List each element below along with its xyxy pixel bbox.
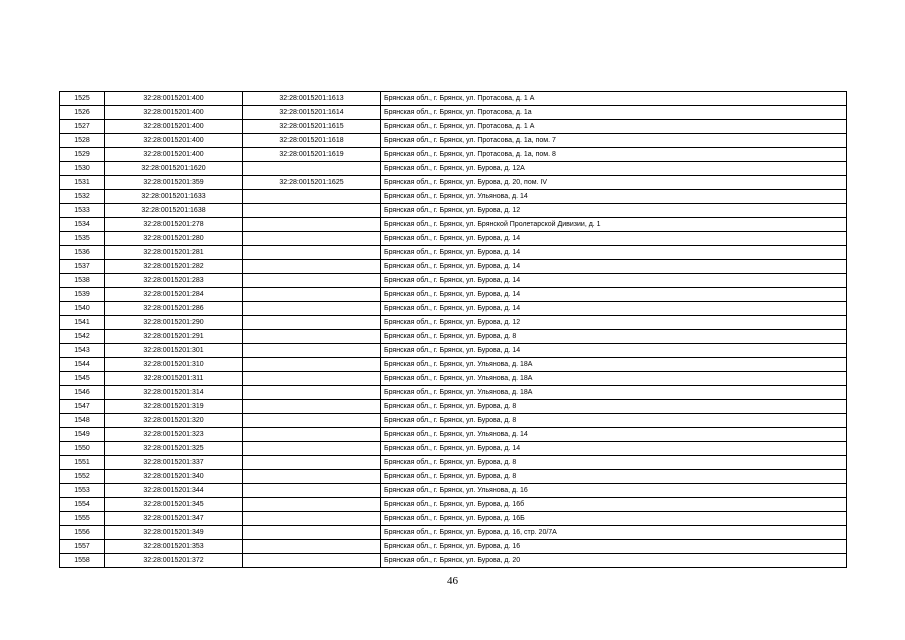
table-row	[60, 512, 847, 526]
row-number-cell: 1535	[60, 232, 105, 246]
table-row	[60, 120, 847, 134]
cadastral-number-cell	[243, 372, 381, 386]
address-cell: Брянская обл., г. Брянск, ул. Бурова, д. 14	[381, 274, 847, 288]
parent-cadastral-number-cell: 32:28:0015201:349	[105, 526, 243, 540]
row-number-cell: 1539	[60, 288, 105, 302]
cadastral-number-cell	[243, 470, 381, 484]
address-cell: Брянская обл., г. Брянск, ул. Бурова, д. 16б	[381, 498, 847, 512]
cadastral-number-cell	[243, 260, 381, 274]
row-number-cell: 1538	[60, 274, 105, 288]
row-number-cell: 1551	[60, 456, 105, 470]
cadastral-number-cell	[243, 400, 381, 414]
address-cell: Брянская обл., г. Брянск, ул. Бурова, д. 14	[381, 260, 847, 274]
table-row	[60, 218, 847, 232]
table-row	[60, 526, 847, 540]
row-number-cell: 1540	[60, 302, 105, 316]
parent-cadastral-number-cell: 32:28:0015201:400	[105, 134, 243, 148]
table-row	[60, 176, 847, 190]
parent-cadastral-number-cell: 32:28:0015201:319	[105, 400, 243, 414]
row-number-cell: 1533	[60, 204, 105, 218]
table-row	[60, 274, 847, 288]
address-cell: Брянская обл., г. Брянск, ул. Бурова, д. 14	[381, 232, 847, 246]
row-number-cell: 1553	[60, 484, 105, 498]
cadastral-number-cell	[243, 540, 381, 554]
row-number-cell: 1558	[60, 554, 105, 568]
parent-cadastral-number-cell: 32:28:0015201:337	[105, 456, 243, 470]
row-number-cell: 1530	[60, 162, 105, 176]
address-cell: Брянская обл., г. Брянск, ул. Брянской Пролетарской Дивизии, д. 1	[381, 218, 847, 232]
parent-cadastral-number-cell: 32:28:0015201:282	[105, 260, 243, 274]
address-cell: Брянская обл., г. Брянск, ул. Бурова, д. 8	[381, 470, 847, 484]
row-number-cell: 1536	[60, 246, 105, 260]
cadastral-number-cell	[243, 274, 381, 288]
table-row	[60, 204, 847, 218]
parent-cadastral-number-cell: 32:28:0015201:286	[105, 302, 243, 316]
address-cell: Брянская обл., г. Брянск, ул. Бурова, д. 16Б	[381, 512, 847, 526]
cadastral-number-cell: 32:28:0015201:1618	[243, 134, 381, 148]
row-number-cell: 1531	[60, 176, 105, 190]
address-cell: Брянская обл., г. Брянск, ул. Ульянова, д. 16	[381, 484, 847, 498]
parent-cadastral-number-cell: 32:28:0015201:325	[105, 442, 243, 456]
row-number-cell: 1557	[60, 540, 105, 554]
table-row	[60, 540, 847, 554]
parent-cadastral-number-cell: 32:28:0015201:400	[105, 92, 243, 106]
parent-cadastral-number-cell: 32:28:0015201:284	[105, 288, 243, 302]
row-number-cell: 1541	[60, 316, 105, 330]
parent-cadastral-number-cell: 32:28:0015201:353	[105, 540, 243, 554]
cadastral-number-cell	[243, 428, 381, 442]
address-cell: Брянская обл., г. Брянск, ул. Бурова, д. 12А	[381, 162, 847, 176]
row-number-cell: 1534	[60, 218, 105, 232]
address-cell: Брянская обл., г. Брянск, ул. Бурова, д. 8	[381, 330, 847, 344]
table-row	[60, 246, 847, 260]
table-row	[60, 260, 847, 274]
address-cell: Брянская обл., г. Брянск, ул. Ульянова, д. 18А	[381, 386, 847, 400]
cadastral-number-cell	[243, 246, 381, 260]
address-cell: Брянская обл., г. Брянск, ул. Протасова, д. 1 А	[381, 120, 847, 134]
row-number-cell: 1526	[60, 106, 105, 120]
address-cell: Брянская обл., г. Брянск, ул. Ульянова, д. 14	[381, 428, 847, 442]
row-number-cell: 1528	[60, 134, 105, 148]
row-number-cell: 1556	[60, 526, 105, 540]
address-cell: Брянская обл., г. Брянск, ул. Протасова, д. 1а	[381, 106, 847, 120]
cadastral-number-cell: 32:28:0015201:1615	[243, 120, 381, 134]
table-row	[60, 162, 847, 176]
table-row	[60, 428, 847, 442]
parent-cadastral-number-cell: 32:28:0015201:290	[105, 316, 243, 330]
row-number-cell: 1527	[60, 120, 105, 134]
parent-cadastral-number-cell: 32:28:0015201:400	[105, 120, 243, 134]
cadastral-number-cell	[243, 288, 381, 302]
address-cell: Брянская обл., г. Брянск, ул. Ульянова, д. 18А	[381, 358, 847, 372]
cadastral-number-cell	[243, 512, 381, 526]
cadastral-number-cell	[243, 330, 381, 344]
table-row	[60, 344, 847, 358]
table-row	[60, 232, 847, 246]
address-cell: Брянская обл., г. Брянск, ул. Протасова, д. 1а, пом. 8	[381, 148, 847, 162]
table-row	[60, 288, 847, 302]
address-cell: Брянская обл., г. Брянск, ул. Бурова, д. 8	[381, 414, 847, 428]
cadastral-number-cell	[243, 414, 381, 428]
address-cell: Брянская обл., г. Брянск, ул. Протасова, д. 1 А	[381, 92, 847, 106]
table-row	[60, 316, 847, 330]
address-cell: Брянская обл., г. Брянск, ул. Бурова, д. 20, пом. IV	[381, 176, 847, 190]
row-number-cell: 1550	[60, 442, 105, 456]
cadastral-number-cell	[243, 484, 381, 498]
parent-cadastral-number-cell: 32:28:0015201:310	[105, 358, 243, 372]
cadastral-number-cell: 32:28:0015201:1625	[243, 176, 381, 190]
parent-cadastral-number-cell: 32:28:0015201:283	[105, 274, 243, 288]
row-number-cell: 1542	[60, 330, 105, 344]
parent-cadastral-number-cell: 32:28:0015201:323	[105, 428, 243, 442]
table-row	[60, 414, 847, 428]
parent-cadastral-number-cell: 32:28:0015201:344	[105, 484, 243, 498]
row-number-cell: 1547	[60, 400, 105, 414]
table-row	[60, 484, 847, 498]
cadastral-number-cell	[243, 302, 381, 316]
table-row	[60, 134, 847, 148]
address-cell: Брянская обл., г. Брянск, ул. Бурова, д. 12	[381, 316, 847, 330]
table-row	[60, 470, 847, 484]
table-row	[60, 456, 847, 470]
parent-cadastral-number-cell: 32:28:0015201:301	[105, 344, 243, 358]
cadastral-number-cell	[243, 190, 381, 204]
parent-cadastral-number-cell: 32:28:0015201:311	[105, 372, 243, 386]
address-cell: Брянская обл., г. Брянск, ул. Ульянова, д. 14	[381, 190, 847, 204]
cadastral-number-cell	[243, 344, 381, 358]
parent-cadastral-number-cell: 32:28:0015201:372	[105, 554, 243, 568]
address-cell: Брянская обл., г. Брянск, ул. Бурова, д. 14	[381, 302, 847, 316]
address-cell: Брянская обл., г. Брянск, ул. Бурова, д. 16, стр. 20/7А	[381, 526, 847, 540]
parent-cadastral-number-cell: 32:28:0015201:400	[105, 148, 243, 162]
cadastral-number-cell	[243, 316, 381, 330]
cadastral-number-cell	[243, 162, 381, 176]
parent-cadastral-number-cell: 32:28:0015201:291	[105, 330, 243, 344]
parent-cadastral-number-cell: 32:28:0015201:345	[105, 498, 243, 512]
parent-cadastral-number-cell: 32:28:0015201:1620	[105, 162, 243, 176]
address-cell: Брянская обл., г. Брянск, ул. Бурова, д. 14	[381, 246, 847, 260]
parent-cadastral-number-cell: 32:28:0015201:340	[105, 470, 243, 484]
table-row	[60, 400, 847, 414]
address-cell: Брянская обл., г. Брянск, ул. Протасова, д. 1а, пом. 7	[381, 134, 847, 148]
cadastral-number-cell	[243, 386, 381, 400]
parent-cadastral-number-cell: 32:28:0015201:1638	[105, 204, 243, 218]
parent-cadastral-number-cell: 32:28:0015201:359	[105, 176, 243, 190]
address-cell: Брянская обл., г. Брянск, ул. Бурова, д. 14	[381, 288, 847, 302]
table-row	[60, 302, 847, 316]
address-cell: Брянская обл., г. Брянск, ул. Бурова, д. 14	[381, 442, 847, 456]
table-row	[60, 358, 847, 372]
address-cell: Брянская обл., г. Брянск, ул. Бурова, д. 12	[381, 204, 847, 218]
cadastral-number-cell	[243, 554, 381, 568]
address-cell: Брянская обл., г. Брянск, ул. Бурова, д. 20	[381, 554, 847, 568]
row-number-cell: 1532	[60, 190, 105, 204]
page-number: 46	[447, 575, 458, 587]
cadastral-number-cell	[243, 526, 381, 540]
cadastral-number-cell	[243, 232, 381, 246]
row-number-cell: 1555	[60, 512, 105, 526]
parent-cadastral-number-cell: 32:28:0015201:1633	[105, 190, 243, 204]
cadastral-number-cell	[243, 456, 381, 470]
address-cell: Брянская обл., г. Брянск, ул. Бурова, д. 14	[381, 344, 847, 358]
parent-cadastral-number-cell: 32:28:0015201:314	[105, 386, 243, 400]
cadastral-number-cell	[243, 358, 381, 372]
row-number-cell: 1552	[60, 470, 105, 484]
row-number-cell: 1545	[60, 372, 105, 386]
table-row	[60, 372, 847, 386]
table-row	[60, 190, 847, 204]
address-cell: Брянская обл., г. Брянск, ул. Ульянова, д. 18А	[381, 372, 847, 386]
cadastral-number-cell	[243, 218, 381, 232]
row-number-cell: 1546	[60, 386, 105, 400]
address-cell: Брянская обл., г. Брянск, ул. Бурова, д. 8	[381, 456, 847, 470]
parent-cadastral-number-cell: 32:28:0015201:281	[105, 246, 243, 260]
cadastral-number-cell	[243, 204, 381, 218]
cadastral-table	[59, 91, 847, 568]
cadastral-number-cell: 32:28:0015201:1614	[243, 106, 381, 120]
parent-cadastral-number-cell: 32:28:0015201:320	[105, 414, 243, 428]
table-row	[60, 148, 847, 162]
table-row	[60, 106, 847, 120]
row-number-cell: 1525	[60, 92, 105, 106]
row-number-cell: 1548	[60, 414, 105, 428]
row-number-cell: 1544	[60, 358, 105, 372]
table-body	[60, 92, 847, 568]
cadastral-number-cell	[243, 442, 381, 456]
row-number-cell: 1554	[60, 498, 105, 512]
row-number-cell: 1549	[60, 428, 105, 442]
cadastral-number-cell	[243, 498, 381, 512]
parent-cadastral-number-cell: 32:28:0015201:280	[105, 232, 243, 246]
table-row	[60, 92, 847, 106]
table-row	[60, 330, 847, 344]
table-row	[60, 386, 847, 400]
row-number-cell: 1537	[60, 260, 105, 274]
table-row	[60, 498, 847, 512]
row-number-cell: 1543	[60, 344, 105, 358]
cadastral-number-cell: 32:28:0015201:1619	[243, 148, 381, 162]
parent-cadastral-number-cell: 32:28:0015201:400	[105, 106, 243, 120]
table-row	[60, 554, 847, 568]
table-row	[60, 442, 847, 456]
parent-cadastral-number-cell: 32:28:0015201:278	[105, 218, 243, 232]
row-number-cell: 1529	[60, 148, 105, 162]
cadastral-number-cell: 32:28:0015201:1613	[243, 92, 381, 106]
parent-cadastral-number-cell: 32:28:0015201:347	[105, 512, 243, 526]
address-cell: Брянская обл., г. Брянск, ул. Бурова, д. 16	[381, 540, 847, 554]
address-cell: Брянская обл., г. Брянск, ул. Бурова, д. 8	[381, 400, 847, 414]
